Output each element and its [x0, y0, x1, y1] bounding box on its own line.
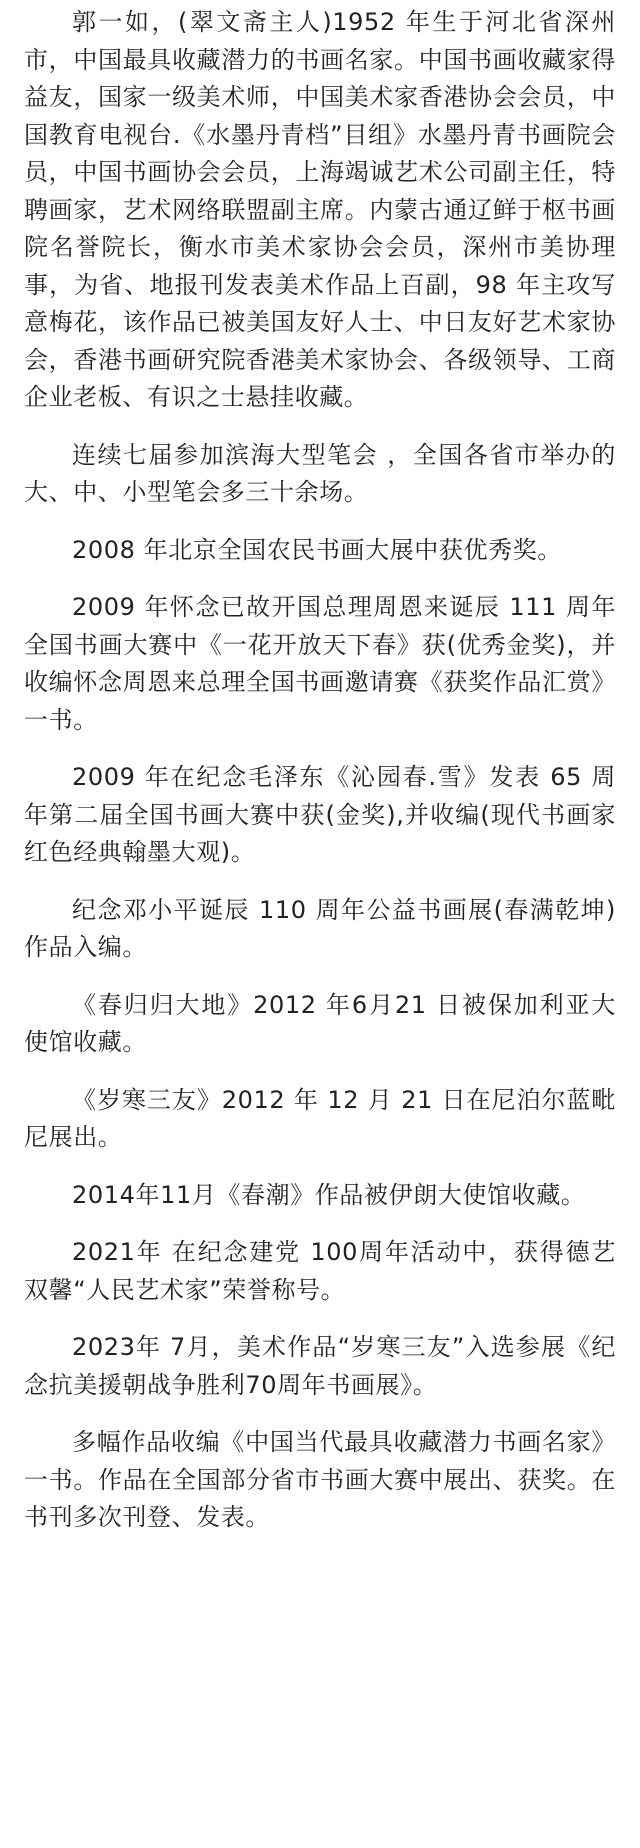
paragraph-2023-exhibition: 2023年 7月，美术作品“岁寒三友”入选参展《纪念抗美援朝战争胜利70周年书画展》。: [24, 1333, 616, 1399]
paragraph-2009-zhou-enlai: 2009 年怀念已故开国总理周恩来诞辰 111 周年全国书画大赛中《一花开放天下春》获(优秀金奖)，并收编怀念周恩来总理全国书画邀请赛《获奖作品汇赏》一书。: [24, 593, 616, 734]
paragraph-biography: 郭一如，(翠文斋主人)1952 年生于河北省深州市，中国最具收藏潜力的书画名家。中国书画收藏家得益友，国家一级美术师，中国美术家香港协会会员，中国教育电视台.《水墨丹青档”目组》水墨丹青书画院会员，中国书画协会会员，上海竭诚艺术公司副主任，特聘画家，艺术网络联盟副主席。内蒙古通辽鲜于枢书画院名誉院长，衡水市美术家协会会员，深州市美协理事，为省、地报刊发表美术作品上百副，98 年主攻写意梅花，该作品已被美国友好人士、中日友好艺术家协会，香港书画研究院香港美术家协会、各级领导、工商企业老板、有识之士悬挂收藏。: [24, 8, 616, 411]
paragraph-publications: 多幅作品收编《中国当代最具收藏潜力书画名家》一书。作品在全国部分省市书画大赛中展出、获奖。在书刊多次刊登、发表。: [24, 1428, 616, 1531]
paragraph-2009-mao-zedong: 2009 年在纪念毛泽东《沁园春.雪》发表 65 周年第二届全国书画大赛中获(金奖),并收编(现代书画家红色经典翰墨大观)。: [24, 763, 616, 866]
paragraph-2008-award: 2008 年北京全国农民书画大展中获优秀奖。: [72, 535, 562, 564]
paragraph-deng-xiaoping: 纪念邓小平诞辰 110 周年公益书画展(春满乾坤)作品入编。: [24, 895, 616, 961]
paragraph-binhai-events: 连续七届参加滨海大型笔会 ，全国各省市举办的大、中、小型笔会多三十余场。: [24, 440, 616, 506]
paragraph-2021-honor: 2021年 在纪念建党 100周年活动中，获得德艺双馨“人民艺术家”荣誉称号。: [24, 1238, 616, 1304]
paragraph-iran-collection: 2014年11月《春潮》作品被伊朗大使馆收藏。: [72, 1180, 586, 1209]
paragraph-bulgaria-collection: 《春归归大地》2012 年6月21 日被保加利亚大使馆收藏。: [24, 990, 616, 1056]
paragraph-nepal-exhibition: 《岁寒三友》2012 年 12 月 21 日在尼泊尔蓝毗尼展出。: [24, 1085, 616, 1151]
